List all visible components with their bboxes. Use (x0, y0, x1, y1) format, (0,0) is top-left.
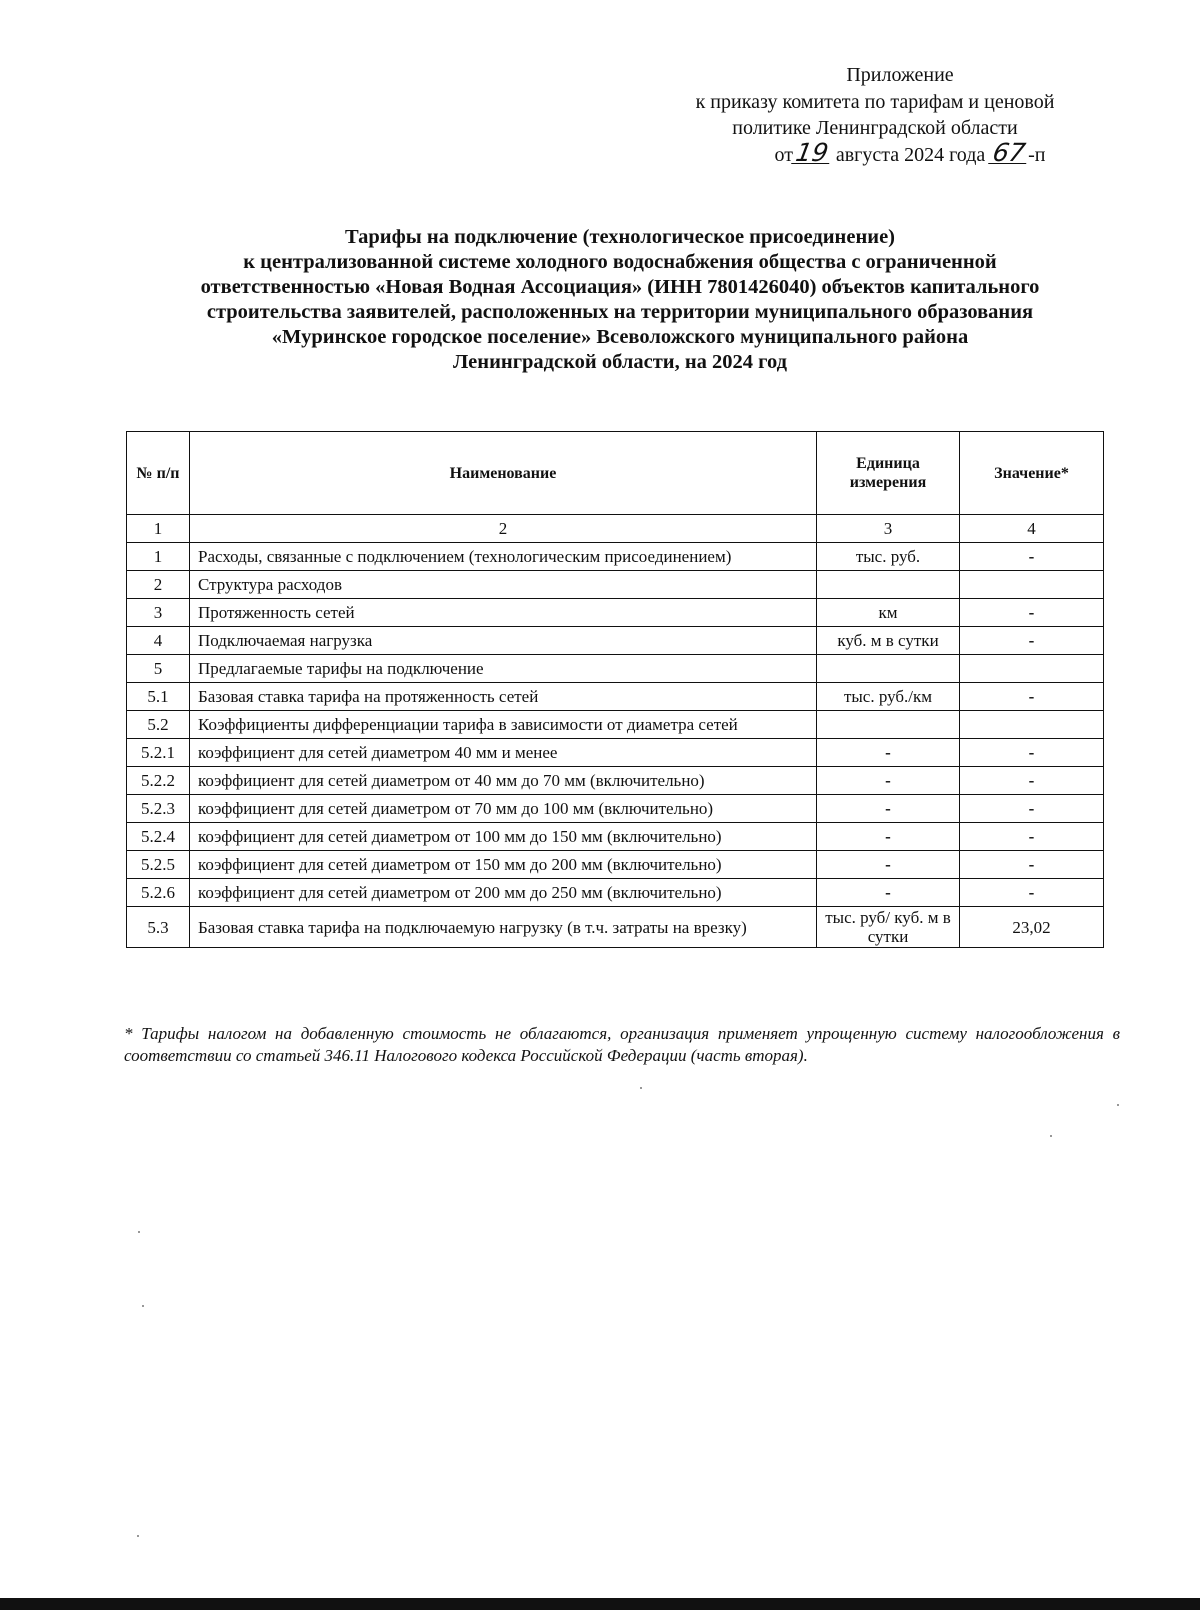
index-cell: 3 (817, 515, 960, 543)
date-prefix: от (774, 143, 794, 166)
row-value: - (960, 879, 1104, 907)
document-title (100, 225, 1140, 375)
row-unit: км (817, 599, 960, 627)
row-value: - (960, 795, 1104, 823)
row-value (960, 571, 1104, 599)
header-num: № п/п (127, 432, 190, 515)
appendix-label: Приложение (846, 64, 954, 86)
row-name: Расходы, связанные с подключением (технологическим присоединением) (190, 543, 817, 571)
row-name: коэффициент для сетей диаметром от 200 мм до 250 мм (включительно) (190, 879, 817, 907)
appendix-date-line (640, 137, 1110, 169)
date-middle: августа 2024 года (835, 143, 986, 166)
row-value: - (960, 767, 1104, 795)
row-number: 5 (127, 655, 190, 683)
row-value (960, 655, 1104, 683)
row-name: Коэффициенты дифференциации тарифа в зависимости от диаметра сетей (190, 711, 817, 739)
row-unit: - (817, 739, 960, 767)
row-name: коэффициент для сетей диаметром от 40 мм до 70 мм (включительно) (190, 767, 817, 795)
row-name: Протяженность сетей (190, 599, 817, 627)
row-unit: тыс. руб./км (817, 683, 960, 711)
table-row (127, 599, 1104, 627)
row-value: - (960, 823, 1104, 851)
row-name: коэффициент для сетей диаметром от 70 мм до 100 мм (включительно) (190, 795, 817, 823)
row-unit: куб. м в сутки (817, 627, 960, 655)
table-row (127, 627, 1104, 655)
row-unit: - (817, 767, 960, 795)
row-number: 5.2.6 (127, 879, 190, 907)
row-name: Базовая ставка тарифа на подключаемую нагрузку (в т.ч. затраты на врезку) (190, 907, 817, 948)
appendix-line-2: к приказу комитета по тарифам и ценовой (695, 90, 1055, 113)
row-unit: - (817, 795, 960, 823)
footnote: * Тарифы налогом на добавленную стоимость не облагаются, организация применяет упрощенную систему налогообложения в соответствии со статьей 346.11 Налогового кодекса Российской Федерации (часть вторая). (124, 1024, 1120, 1065)
row-name: Базовая ставка тарифа на протяженность сетей (190, 683, 817, 711)
table-row (127, 543, 1104, 571)
order-number-suffix: -п (1028, 143, 1046, 166)
row-name: коэффициент для сетей диаметром от 150 мм до 200 мм (включительно) (190, 851, 817, 879)
index-cell: 2 (190, 515, 817, 543)
table-row (127, 823, 1104, 851)
row-number: 5.2.1 (127, 739, 190, 767)
handwritten-order-number: 67 (988, 143, 1030, 164)
header-unit: Единица измерения (817, 432, 960, 515)
row-number: 5.2.5 (127, 851, 190, 879)
row-unit (817, 655, 960, 683)
row-unit: - (817, 879, 960, 907)
table-row (127, 851, 1104, 879)
appendix-header (640, 62, 1110, 168)
title-line-6: Ленинградской области, на 2024 год (453, 351, 787, 373)
row-unit: - (817, 851, 960, 879)
row-value: - (960, 599, 1104, 627)
table-row (127, 767, 1104, 795)
tariffs-table (126, 431, 1104, 948)
row-value: - (960, 851, 1104, 879)
title-line-1: Тарифы на подключение (технологическое присоединение) (344, 226, 896, 248)
table-index-row (127, 515, 1104, 543)
table-row (127, 571, 1104, 599)
row-value: - (960, 683, 1104, 711)
table-row (127, 655, 1104, 683)
row-number: 1 (127, 543, 190, 571)
scan-speck (640, 1087, 642, 1089)
index-cell: 4 (960, 515, 1104, 543)
row-value (960, 711, 1104, 739)
table-row (127, 795, 1104, 823)
row-name: коэффициент для сетей диаметром 40 мм и менее (190, 739, 817, 767)
row-unit: тыс. руб/ куб. м в сутки (817, 907, 960, 948)
row-number: 3 (127, 599, 190, 627)
row-unit (817, 711, 960, 739)
scan-speck (1050, 1135, 1052, 1137)
row-number: 5.2.2 (127, 767, 190, 795)
row-number: 5.1 (127, 683, 190, 711)
table-row (127, 739, 1104, 767)
row-name: Подключаемая нагрузка (190, 627, 817, 655)
table-header-row (127, 432, 1104, 515)
table-row (127, 711, 1104, 739)
row-number: 5.3 (127, 907, 190, 948)
index-cell: 1 (127, 515, 190, 543)
title-line-3: ответственностью «Новая Водная Ассоциация» (ИНН 7801426040) объектов капитального (200, 276, 1040, 298)
row-number: 5.2.3 (127, 795, 190, 823)
row-number: 4 (127, 627, 190, 655)
header-name: Наименование (190, 432, 817, 515)
row-number: 5.2.4 (127, 823, 190, 851)
table-body (127, 543, 1104, 948)
row-unit: тыс. руб. (817, 543, 960, 571)
title-line-5: «Муринское городское поселение» Всеволожского муниципального района (271, 326, 969, 348)
row-number: 2 (127, 571, 190, 599)
scan-speck (1117, 1104, 1119, 1106)
scan-speck (138, 1231, 140, 1233)
row-value: - (960, 627, 1104, 655)
row-value: 23,02 (960, 907, 1104, 948)
row-number: 5.2 (127, 711, 190, 739)
row-value: - (960, 739, 1104, 767)
title-line-2: к централизованной системе холодного водоснабжения общества с ограниченной (243, 251, 997, 273)
row-name: Предлагаемые тарифы на подключение (190, 655, 817, 683)
row-name: Структура расходов (190, 571, 817, 599)
handwritten-day: 19 (791, 143, 833, 164)
row-name: коэффициент для сетей диаметром от 100 мм до 150 мм (включительно) (190, 823, 817, 851)
scan-speck (137, 1535, 139, 1537)
title-line-4: строительства заявителей, расположенных на территории муниципального образования (206, 301, 1034, 323)
table-row (127, 907, 1104, 948)
row-unit: - (817, 823, 960, 851)
header-value: Значение* (960, 432, 1104, 515)
table-row (127, 683, 1104, 711)
appendix-line-3: политике Ленинградской области (732, 117, 1018, 139)
row-value: - (960, 543, 1104, 571)
scan-border (0, 1598, 1200, 1610)
scan-speck (142, 1305, 144, 1307)
table-row (127, 879, 1104, 907)
row-unit (817, 571, 960, 599)
